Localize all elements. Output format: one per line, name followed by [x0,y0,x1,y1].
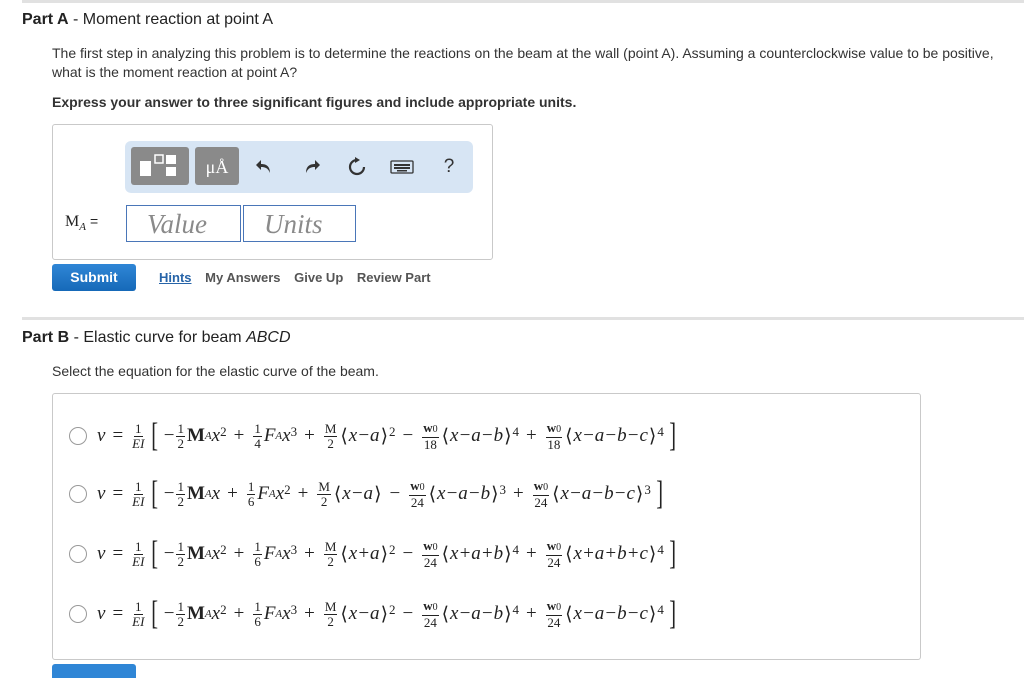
reset-button[interactable] [345,155,369,179]
answer-area [52,124,493,260]
my-answers-link[interactable]: My Answers [205,270,281,285]
review-part-link[interactable]: Review Part [356,270,431,285]
part-a-prompt: The first step in analyzing this problem is to determine the reactions on the beam at the wall (point A). Assuming a counterclockwise value to be positive, what is the moment reaction at point A? [52,45,994,80]
part-b-prompt: Select the equation for the elastic curve of the beam. [52,363,379,379]
choice-radio[interactable] [69,427,87,445]
help-button[interactable] [437,155,461,179]
keyboard-button[interactable] [389,155,415,179]
choice-equation: v = $\frac{1}{EI}$ [ − $\frac{1}{2}$ M A x 2 + $\frac{1}{6}$ F A x 3 + $\frac{M}{2}$ ⟨ x+a ⟩ 2 − $\frac{w0}{24}$ ⟨ x+a+b ⟩ 4 + $\frac{w0}{24}$ ⟨ x+a+b+c ⟩ 4 ] [97,535,676,572]
templates-button[interactable] [131,147,189,185]
redo-icon [301,157,321,177]
part-a-links [159,270,441,285]
templates-icon [131,147,189,185]
part-a-title-text: Moment reaction at point A [82,11,274,28]
choice-equation: v = $\frac{1}{EI}$ [ − $\frac{1}{2}$ M A x 2 + $\frac{1}{4}$ F A x 3 + $\frac{M}{2}$ ⟨ x−a ⟩ 2 − $\frac{w0}{18}$ ⟨ x−a−b ⟩ 4 + $\frac{w0}{18}$ ⟨ x−a−b−c ⟩ 4 ] [97,417,676,454]
top-divider [22,0,1024,3]
value-input[interactable] [126,205,241,242]
choice-equation: v = $\frac{1}{EI}$ [ − $\frac{1}{2}$ M A x 2 + $\frac{1}{6}$ F A x 3 + $\frac{M}{2}$ ⟨ x−a ⟩ 2 − $\frac{w0}{24}$ ⟨ x−a−b ⟩ 4 + $\frac{w0}{24}$ ⟨ x−a−b−c ⟩ 4 ] [97,595,676,632]
submit-button[interactable]: Submit [52,264,136,291]
hints-link[interactable]: Hints [159,270,192,285]
choice-option[interactable] [69,416,681,456]
choice-equation: v = $\frac{1}{EI}$ [ − $\frac{1}{2}$ M A x + $\frac{1}{6}$ F A x 2 + $\frac{M}{2}$ ⟨ x−a ⟩ − $\frac{w0}{24}$ ⟨ x−a−b ⟩ 3 + $\frac{w0}{24}$ ⟨ x−a−b−c ⟩ 3 ] [97,475,663,512]
choice-option[interactable] [69,474,668,514]
part-a-instruction: Express your answer to three significant figures and include appropriate units. [52,94,577,110]
choice-radio[interactable] [69,545,87,563]
answer-label: $M_A$ = [65,213,99,234]
help-label: ? [443,156,455,177]
keyboard-icon [390,159,414,175]
part-b-submit-button-partial[interactable] [52,664,136,678]
give-up-link[interactable]: Give Up [294,270,344,285]
choices-area [52,393,921,660]
choice-radio[interactable] [69,605,87,623]
units-input[interactable] [243,205,356,242]
units-symbol: μÅ [205,157,229,177]
choice-option[interactable] [69,534,681,574]
choice-option[interactable] [69,594,681,634]
reset-icon [346,156,368,178]
choice-radio[interactable] [69,485,87,503]
part-b-title: Part B - Elastic curve for beam ABCD [22,329,291,346]
part-b-divider [22,317,1024,320]
undo-button[interactable] [253,155,277,179]
math-toolbar [125,141,473,193]
part-a-title: Part A - Moment reaction at point A [22,11,274,28]
units-button[interactable] [195,147,239,185]
redo-button[interactable] [299,155,323,179]
undo-icon [255,157,275,177]
